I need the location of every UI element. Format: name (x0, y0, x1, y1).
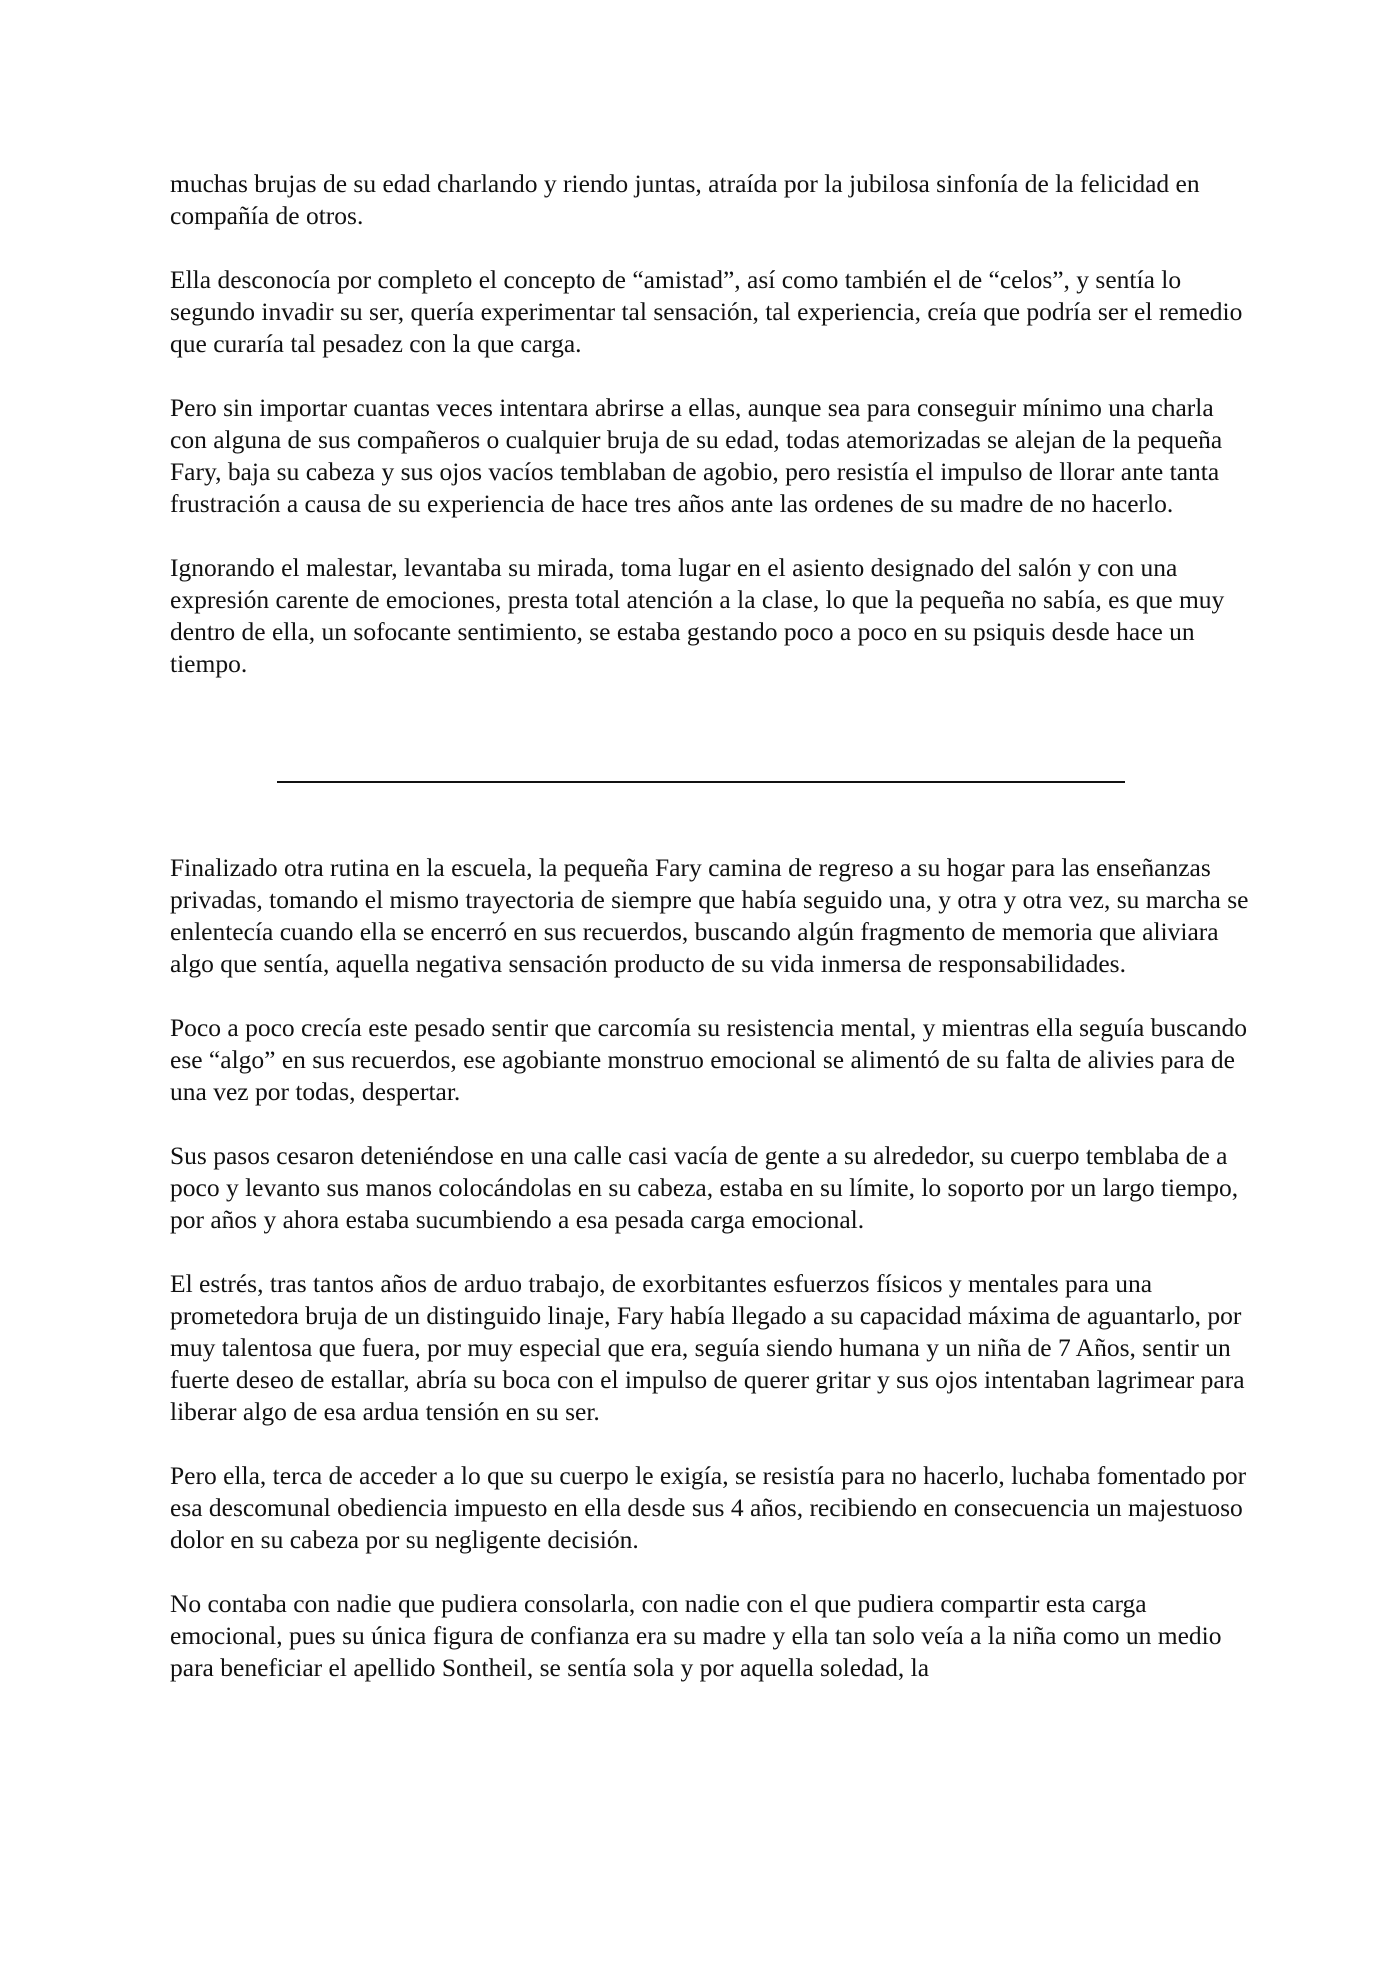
paragraph: muchas brujas de su edad charlando y riendo juntas, atraída por la jubilosa sinfonía de la felicidad en compañía de otros. (170, 169, 1200, 230)
paragraph: No contaba con nadie que pudiera consolarla, con nadie con el que pudiera compartir esta carga emocional, pues su única figura de confianza era su madre y ella tan solo veía a la niña como un medio para beneficiar el apellido Sontheil, se sentía sola y por aquella soledad, la (170, 1589, 1222, 1682)
paragraph: Ignorando el malestar, levantaba su mirada, toma lugar en el asiento designado del salón y con una expresión carente de emociones, presta total atención a la clase, lo que la pequeña no sabía, es que muy dentro de ella, un sofocante sentimiento, se estaba gestando poco a poco en su psiquis desde hace un tiempo. (170, 553, 1225, 678)
text-section-after-separator (170, 852, 1250, 1684)
paragraph: Ella desconocía por completo el concepto de “amistad”, así como también el de “celos”, y sentía lo segundo invadir su ser, quería experimentar tal sensación, tal experiencia, creía que podría ser el remedio que curaría tal pesadez con la que carga. (170, 265, 1243, 358)
paragraph: Pero ella, terca de acceder a lo que su cuerpo le exigía, se resistía para no hacerlo, luchaba fomentado por esa descomunal obediencia impuesto en ella desde sus 4 años, recibiendo en consecuencia un majestuoso dolor en su cabeza por su negligente decisión. (170, 1461, 1247, 1554)
paragraph: Sus pasos cesaron deteniéndose en una calle casi vacía de gente a su alrededor, su cuerpo temblaba de a poco y levanto sus manos colocándolas en su cabeza, estaba en su límite, lo soporto por un largo tiempo, por años y ahora estaba sucumbiendo a esa pesada carga emocional. (170, 1141, 1239, 1234)
text-section-before-separator (170, 168, 1250, 680)
paragraph: Poco a poco crecía este pesado sentir que carcomía su resistencia mental, y mientras ella seguía buscando ese “algo” en sus recuerdos, ese agobiante monstruo emocional se alimentó de su falta de alivies para de una vez por todas, despertar. (170, 1013, 1247, 1106)
section-separator-line (277, 781, 1125, 783)
paragraph: Finalizado otra rutina en la escuela, la pequeña Fary camina de regreso a su hogar para las enseñanzas privadas, tomando el mismo trayectoria de siempre que había seguido una, y otra y otra vez, su marcha se enlentecía cuando ella se encerró en sus recuerdos, buscando algún fragmento de memoria que aliviara algo que sentía, aquella negativa sensación producto de su vida inmersa de responsabilidades. (170, 853, 1249, 978)
paragraph: El estrés, tras tantos años de arduo trabajo, de exorbitantes esfuerzos físicos y mentales para una prometedora bruja de un distinguido linaje, Fary había llegado a su capacidad máxima de aguantarlo, por muy talentosa que fuera, por muy especial que era, seguía siendo humana y un niña de 7 Años, sentir un fuerte deseo de estallar, abría su boca con el impulso de querer gritar y sus ojos intentaban lagrimear para liberar algo de esa ardua tensión en su ser. (170, 1269, 1245, 1426)
paragraph: Pero sin importar cuantas veces intentara abrirse a ellas, aunque sea para conseguir mínimo una charla con alguna de sus compañeros o cualquier bruja de su edad, todas atemorizadas se alejan de la pequeña Fary, baja su cabeza y sus ojos vacíos temblaban de agobio, pero resistía el impulso de llorar ante tanta frustración a causa de su experiencia de hace tres años ante las ordenes de su madre de no hacerlo. (170, 393, 1223, 518)
